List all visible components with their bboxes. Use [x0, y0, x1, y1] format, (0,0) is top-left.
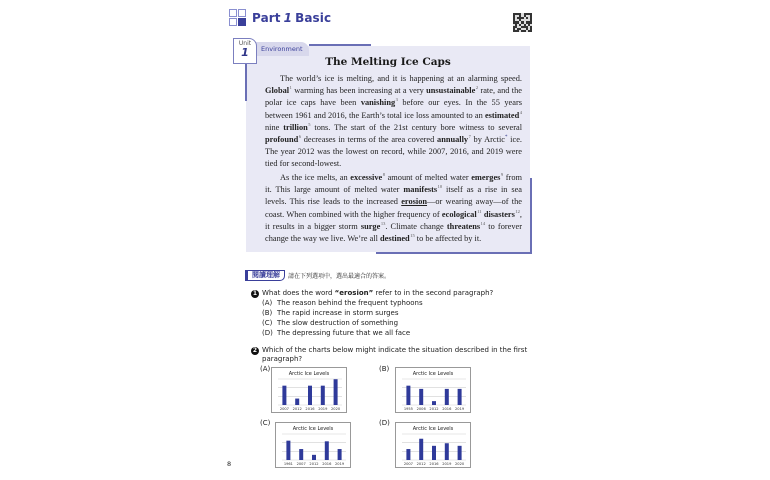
- vocab-number: 3: [395, 97, 398, 103]
- vocab-number: 8: [382, 172, 385, 177]
- question-1-number: 1: [252, 290, 258, 297]
- q1-text-after: refer to in the second paragraph?: [373, 289, 494, 297]
- question-2-text: Which of the charts below might indicate the situation described in the first paragraph?: [262, 346, 528, 363]
- vocab-word: profound: [265, 135, 299, 145]
- chart-b-label[interactable]: (B): [379, 365, 390, 373]
- bar-2016: [432, 446, 436, 460]
- option-label: (A): [262, 299, 273, 307]
- text-run: to forever change the way we live. We’re all: [265, 221, 523, 244]
- x-tick-label: 2020: [331, 407, 341, 411]
- chart-d-label[interactable]: (D): [379, 419, 390, 427]
- vocab-number: 11: [477, 208, 482, 214]
- chart-title: Arctic Ice Levels: [292, 426, 334, 432]
- x-tick-label: 1961: [283, 462, 293, 466]
- article-title: The Melting Ice Caps: [325, 56, 451, 68]
- q1-option-b[interactable]: [262, 309, 399, 317]
- bar-2007: [282, 386, 286, 405]
- text-run: The world’s ice is melting, and it is happening at an alarming speed.: [280, 74, 522, 83]
- bar-2016: [308, 386, 312, 405]
- text-run: , it results in a bigger storm: [265, 209, 522, 231]
- vocab-word: surge: [360, 221, 381, 231]
- vocab-word: emerges: [471, 173, 501, 182]
- x-tick-label: 2019: [455, 407, 465, 411]
- x-tick-label: 2019: [335, 462, 345, 466]
- text-run: tons. The start of the 21st century bore witness to several: [310, 122, 523, 132]
- vocab-word: unsustainable: [426, 86, 476, 96]
- chart-a[interactable]: [271, 367, 347, 413]
- q1-keyword: “erosion”: [334, 289, 374, 297]
- text-run: decreases in terms of the area covered: [301, 135, 438, 145]
- bar-2020: [458, 446, 462, 460]
- chart-plot: [396, 368, 472, 414]
- option-text: The reason behind the frequent typhoons: [277, 299, 423, 307]
- bar-2019: [445, 443, 449, 460]
- x-tick-label: 2016: [305, 407, 315, 411]
- option-label: (C): [262, 319, 273, 327]
- part-name: Basic: [295, 11, 332, 25]
- option-text: The rapid increase in storm surges: [277, 309, 399, 317]
- x-tick-label: 2006: [416, 407, 426, 411]
- x-tick-label: 2019: [442, 462, 452, 466]
- unit-badge: [233, 38, 257, 64]
- part-number: 1: [283, 11, 293, 25]
- bar-2020: [334, 379, 338, 405]
- x-tick-label: 2007: [279, 407, 289, 411]
- chart-plot: [272, 368, 348, 414]
- bar-2019: [321, 386, 325, 405]
- vocab-word: threatens: [446, 221, 481, 231]
- option-label: (D): [262, 329, 273, 337]
- article-paragraph-1: [265, 73, 522, 171]
- bar-2012: [295, 399, 299, 405]
- text-run: warming has been increasing at a very: [291, 86, 427, 96]
- x-tick-label: 2020: [455, 462, 465, 466]
- vocab-word: vanishing: [360, 98, 396, 108]
- chart-c[interactable]: [275, 422, 351, 468]
- bar-2012: [312, 455, 316, 460]
- x-tick-label: 1955: [403, 407, 413, 411]
- qr-code-icon[interactable]: [513, 13, 532, 32]
- vocab-number: 1: [289, 85, 292, 91]
- vocab-word: ecological: [441, 209, 477, 219]
- q1-text-before: What does the word: [262, 289, 335, 297]
- chart-title: Arctic Ice Levels: [288, 371, 330, 377]
- chart-c-label[interactable]: (C): [260, 419, 271, 427]
- x-tick-label: 2007: [296, 462, 306, 466]
- text-run: by Arctic: [470, 135, 505, 145]
- text-run: itself as a rise in sea levels. This rise leads to the increased: [265, 185, 522, 207]
- part-grid-icon: [229, 9, 246, 26]
- bar-2007: [299, 449, 303, 460]
- chart-title: Arctic Ice Levels: [412, 426, 454, 432]
- vocab-number: 5: [308, 121, 311, 127]
- vocab-word: destined: [380, 234, 410, 244]
- chart-plot: [396, 423, 472, 469]
- bar-1961: [286, 441, 290, 460]
- option-text: The slow destruction of something: [277, 319, 399, 327]
- panel-border-bottom: [376, 252, 532, 254]
- vocab-number: 12: [515, 208, 520, 214]
- page-number: 8: [227, 460, 232, 468]
- bar-2006: [419, 389, 423, 405]
- x-tick-label: 2016: [442, 407, 452, 411]
- text-run: —or wearing away—of the coast. When combined with the higher frequency of: [265, 197, 522, 219]
- vocab-word: annually: [437, 135, 469, 145]
- vocab-number: 9: [500, 172, 504, 177]
- q1-option-d[interactable]: [262, 329, 410, 337]
- text-run: before our eyes. In the 55 years between 1961 and 2016, the Earth’s total ice loss amounted to an: [265, 98, 522, 120]
- q1-option-c[interactable]: [262, 319, 398, 327]
- vocab-number: 13: [380, 220, 386, 226]
- bar-2019: [458, 389, 462, 405]
- reading-comprehension-tag: 閱讀理解: [245, 270, 285, 281]
- unit-number: 1: [241, 46, 249, 59]
- x-tick-label: 2012: [429, 407, 439, 411]
- bar-2012: [419, 439, 423, 460]
- text-run: rate, and the polar ice caps have been: [265, 86, 522, 108]
- bar-2019: [338, 449, 342, 460]
- article-paragraph-2: [265, 172, 522, 245]
- x-tick-label: 2007: [403, 462, 413, 466]
- vocab-word: manifests: [403, 185, 438, 195]
- x-tick-label: 2012: [292, 407, 302, 411]
- topic-label: Environment: [261, 45, 303, 53]
- text-run: . Climate change: [385, 221, 447, 231]
- vocab-number: 6: [298, 134, 301, 140]
- part-label: Part: [252, 11, 281, 25]
- x-tick-label: 2016: [322, 462, 332, 466]
- bar-2016: [325, 441, 329, 460]
- unit-label: Unit: [238, 40, 252, 47]
- x-tick-label: 2019: [318, 407, 328, 411]
- vocab-word: disasters: [483, 209, 515, 219]
- chart-plot: [276, 423, 352, 469]
- vocab-number: 10: [437, 184, 443, 190]
- bar-2012: [432, 401, 436, 405]
- vocab-number: 2: [475, 85, 479, 91]
- vocab-word: estimated: [484, 110, 520, 120]
- chart-a-label[interactable]: (A): [260, 365, 271, 373]
- bar-2007: [406, 449, 410, 460]
- vocab-number: 7: [468, 134, 471, 140]
- text-run: nine: [265, 122, 284, 132]
- text-run: amount of melted water: [384, 173, 472, 182]
- part-heading: [252, 11, 331, 25]
- vocab-word: trillion: [283, 122, 308, 132]
- x-tick-label: 2012: [416, 462, 426, 466]
- text-run: to be affected by it.: [414, 234, 482, 244]
- vocab-word: Global: [265, 86, 290, 96]
- chart-d[interactable]: [395, 422, 471, 468]
- vocab-word: erosion: [401, 197, 428, 207]
- vocab-number: 14: [480, 220, 486, 226]
- bar-2016: [445, 389, 449, 405]
- exercise-instruction: 請在下列選項中，選出最適合的答案。: [288, 273, 391, 280]
- text-run: ice. The year 2012 was the lowest on record, while 2007, 2016, and 2019 were tied for second-lowest.: [265, 135, 522, 169]
- bar-1955: [406, 386, 410, 405]
- vocab-number: 15: [410, 233, 415, 239]
- text-run: As the ice melts, an: [280, 173, 351, 182]
- topic-tab: [256, 42, 309, 56]
- panel-border-right: [530, 178, 532, 254]
- text-run: from it. This large amount of melted water: [265, 173, 522, 195]
- panel-border-left: [245, 64, 247, 101]
- footnote-star: *: [504, 135, 508, 141]
- question-2-number: 2: [252, 347, 258, 354]
- chart-title: Arctic Ice Levels: [412, 371, 454, 377]
- tab-divider: [309, 44, 371, 46]
- x-tick-label: 2012: [309, 462, 319, 466]
- x-tick-label: 2016: [429, 462, 439, 466]
- option-label: (B): [262, 309, 273, 317]
- q1-option-a[interactable]: [262, 299, 423, 307]
- vocab-word: excessive: [350, 173, 383, 182]
- option-text: The depressing future that we all face: [277, 329, 411, 337]
- question-1-text: [262, 289, 493, 297]
- vocab-number: 4: [519, 109, 522, 115]
- chart-b[interactable]: [395, 367, 471, 413]
